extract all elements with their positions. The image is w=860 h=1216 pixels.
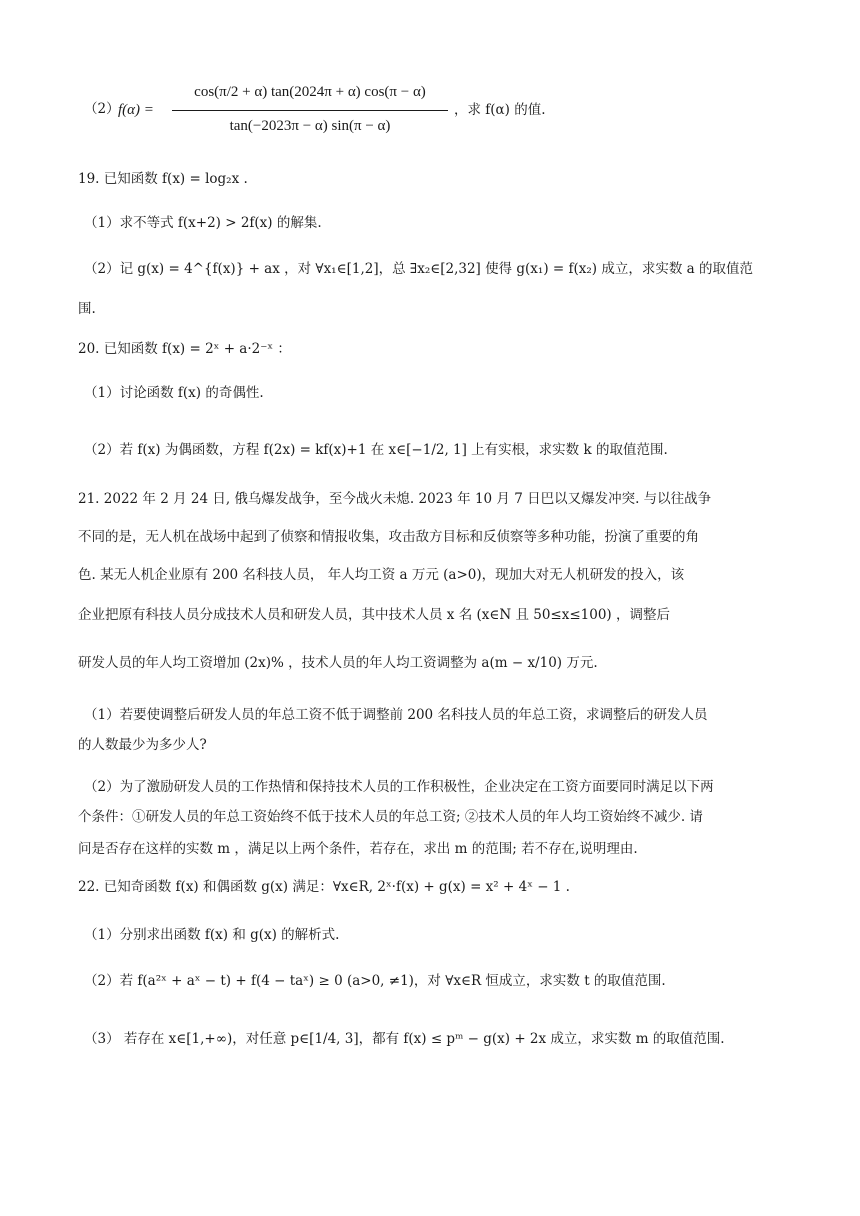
q21-part2-line3: 问是否存在这样的实数 m ，满足以上两个条件，若存在，求出 m 的范围; 若不存在,说明理由. [78, 841, 638, 857]
q21-line5: 研发人员的年人均工资增加 (2x)% ，技术人员的年人均工资调整为 a(m − x/10) 万元. [78, 655, 598, 671]
q18-part2-label: （2） [84, 101, 120, 117]
q18-denominator: tan(−2023π − α) sin(π − α) [229, 118, 391, 134]
q21-line3: 色. 某无人机企业原有 200 名科技人员， 年人均工资 a 万元 (a>0)，现加大对无人机研发的投入，该 [78, 567, 685, 583]
q19-stem: 19. 已知函数 f(x) = log₂x . [78, 171, 248, 187]
q22-part2: （2）若 f(a²ˣ + aˣ − t) + f(4 − taˣ) ≥ 0 (a>0, ≠1)，对 ∀x∈R 恒成立，求实数 t 的取值范围. [84, 973, 666, 989]
q18-lhs: f(α) = [118, 102, 154, 118]
q18-numerator: cos(π/2 + α) tan(2024π + α) cos(π − α) [194, 84, 426, 100]
q21-part2-line1: （2）为了激励研发人员的工作热情和保持技术人员的工作积极性，企业决定在工资方面要同时满足以下两 [84, 779, 714, 795]
q22-stem: 22. 已知奇函数 f(x) 和偶函数 g(x) 满足：∀x∈R, 2ˣ·f(x) + g(x) = x² + 4ˣ − 1 . [78, 879, 570, 895]
q20-part2: （2）若 f(x) 为偶函数，方程 f(2x) = kf(x)+1 在 x∈[−1/2, 1] 上有实根，求实数 k 的取值范围. [84, 442, 668, 458]
q21-line2: 不同的是，无人机在战场中起到了侦察和情报收集，攻击敌方目标和反侦察等多种功能，扮演了重要的角 [78, 529, 699, 545]
q21-line1: 21. 2022 年 2 月 24 日, 俄乌爆发战争，至今战火未熄. 2023 年 10 月 7 日巴以又爆发冲突. 与以往战争 [78, 491, 712, 507]
q22-part1: （1）分别求出函数 f(x) 和 g(x) 的解析式. [84, 927, 340, 943]
q19-part2-line1: （2）记 g(x) = 4^{f(x)} + ax ，对 ∀x₁∈[1,2]，总 ∃x₂∈[2,32] 使得 g(x₁) = f(x₂) 成立，求实数 a 的取值范 [84, 261, 753, 277]
fraction-bar [172, 110, 448, 111]
q19-part1: （1）求不等式 f(x+2) > 2f(x) 的解集. [84, 215, 322, 231]
q21-part1-line2: 的人数最少为多少人? [78, 737, 207, 753]
q18-tail: ，求 f(α) 的值. [454, 102, 546, 118]
q20-part1: （1）讨论函数 f(x) 的奇偶性. [84, 385, 264, 401]
q20-stem: 20. 已知函数 f(x) = 2ˣ + a·2⁻ˣ ： [78, 341, 291, 357]
q21-part1-line1: （1）若要使调整后研发人员的年总工资不低于调整前 200 名科技人员的年总工资，求调整后的研发人员 [84, 707, 708, 723]
q22-part3: （3） 若存在 x∈[1,+∞)，对任意 p∈[1/4, 3]，都有 f(x) ≤ pᵐ − g(x) + 2x 成立，求实数 m 的取值范围. [84, 1031, 725, 1047]
q21-line4: 企业把原有科技人员分成技术人员和研发人员，其中技术人员 x 名 (x∈N 且 50≤x≤100) ，调整后 [78, 607, 670, 623]
q21-part2-line2: 个条件：①研发人员的年总工资始终不低于技术人员的年总工资; ②技术人员的年人均工资始终不减少. 请 [78, 809, 703, 825]
q19-part2-line2: 围. [78, 301, 96, 317]
